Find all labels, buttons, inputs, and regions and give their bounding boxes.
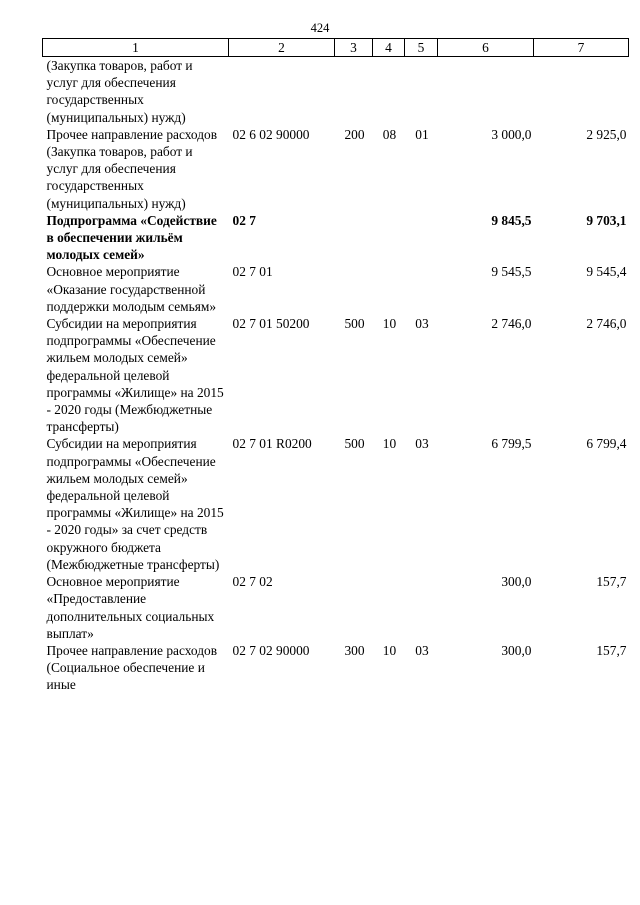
header-row [43,39,629,57]
row-expense-type: 500 [344,316,365,332]
row-name: Прочее направление расходов (Закупка товаров, работ и услуг для обеспечения государственных (муниципальных) нужд) [46,126,218,211]
budget-table [42,38,629,694]
column-header-5: 5 [405,39,438,57]
row-code: 02 7 [232,212,256,228]
row-subsection [405,263,438,315]
row-planned-amount: 300,0 [501,642,532,658]
column-header-2: 2 [229,39,335,57]
table-row [43,315,629,435]
row-section: 10 [382,436,397,452]
table-row [43,573,629,642]
row-actual-amount: 157,7 [596,574,627,590]
row-section: 08 [382,126,397,142]
row-subsection: 03 [415,436,429,452]
column-header-3: 3 [335,39,373,57]
row-actual-amount [534,57,629,126]
row-name: Субсидии на мероприятия подпрограммы «Обеспечение жильем молодых семей» федеральной целевой программы «Жилище» на 2015 - 2020 годы (Межбюджетные трансферты) [46,316,224,435]
row-code: 02 6 02 90000 [232,126,310,142]
row-actual-amount: 2 925,0 [586,126,627,142]
row-section [373,263,405,315]
row-subsection: 03 [415,316,429,332]
page-number: 424 [310,21,330,35]
table-row [43,212,629,264]
row-expense-type [335,573,373,642]
row-subsection [405,573,438,642]
table-body [43,57,629,694]
row-actual-amount: 9 703,1 [586,212,627,228]
row-planned-amount [438,57,534,126]
table-row [43,435,629,573]
row-section: 10 [382,316,397,332]
row-name: Основное мероприятие «Оказание государственной поддержки молодым семьям» [46,264,217,314]
row-planned-amount: 9 845,5 [491,212,532,228]
row-actual-amount: 157,7 [596,642,627,658]
row-section: 10 [382,642,397,658]
row-expense-type [335,263,373,315]
row-actual-amount: 2 746,0 [586,316,627,332]
column-header-1: 1 [43,39,229,57]
table-row [43,57,629,126]
table-row [43,642,629,694]
row-name: Субсидии на мероприятия подпрограммы «Обеспечение жильем молодых семей» федеральной целевой программы «Жилище» на 2015 - 2020 годы» за счет средств окружного бюджета (Межбюджетные трансферты) [46,436,224,572]
row-subsection [405,57,438,126]
row-code: 02 7 02 [232,574,273,590]
table-row [43,126,629,212]
row-name: Подпрограмма «Содействие в обеспечении жильём молодых семей» [46,212,217,263]
column-header-6: 6 [438,39,534,57]
row-planned-amount: 3 000,0 [491,126,532,142]
row-planned-amount: 2 746,0 [491,316,532,332]
row-name: Основное мероприятие «Предоставление дополнительных социальных выплат» [46,574,215,641]
row-planned-amount: 6 799,5 [491,436,532,452]
column-header-7: 7 [534,39,629,57]
row-expense-type [335,212,373,264]
row-section [373,573,405,642]
row-planned-amount: 9 545,5 [491,264,532,280]
row-name: Прочее направление расходов (Социальное обеспечение и иные [46,642,218,693]
row-code [229,57,335,126]
row-planned-amount: 300,0 [501,574,532,590]
row-name: (Закупка товаров, работ и услуг для обеспечения государственных (муниципальных) нужд) [46,58,193,125]
row-expense-type: 200 [344,126,365,142]
row-expense-type: 500 [344,436,365,452]
row-code: 02 7 01 [232,264,273,280]
row-subsection: 01 [415,126,429,142]
row-section [373,57,405,126]
row-code: 02 7 02 90000 [232,642,310,658]
row-code: 02 7 01 50200 [232,316,310,332]
row-expense-type: 300 [344,642,365,658]
row-subsection [405,212,438,264]
row-expense-type [335,57,373,126]
row-actual-amount: 9 545,4 [586,264,627,280]
row-subsection: 03 [415,642,429,658]
table-row [43,263,629,315]
column-header-4: 4 [373,39,405,57]
row-section [373,212,405,264]
row-code: 02 7 01 R0200 [232,436,312,452]
row-actual-amount: 6 799,4 [586,436,627,452]
